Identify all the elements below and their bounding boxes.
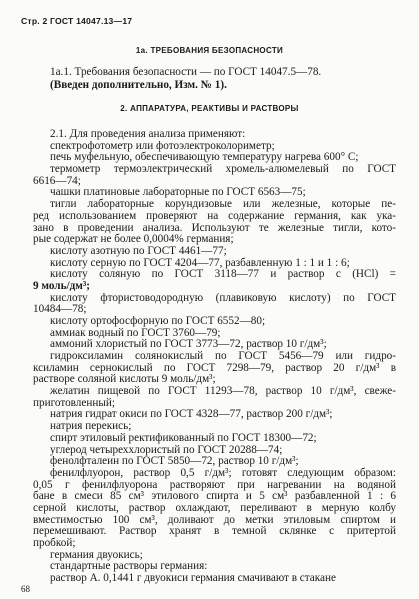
body-line: 2.1. Для проведения анализа применяют: bbox=[50, 128, 246, 140]
body-line: приготовленный; bbox=[33, 396, 115, 409]
body-line: фенолфталеин по ГОСТ 5850—72, раствор 10 г/дм³; bbox=[50, 455, 299, 468]
section-2-title: 2. АППАРАТУРА, РЕАКТИВЫ И РАСТВОРЫ bbox=[120, 104, 299, 113]
body-line: 9 моль/дм³; bbox=[33, 279, 90, 292]
body-line: аммиак водный по ГОСТ 3760—79; bbox=[50, 326, 221, 339]
body-line: серной кислоты, раствор охлаждают, переливают в мерную колбу bbox=[33, 501, 396, 514]
amendment-note: (Введен дополнительно, Изм. № 1). bbox=[50, 79, 227, 91]
body-line: кислоту азотную по ГОСТ 4461—77; bbox=[50, 244, 227, 257]
body-line: кислоту ортофосфорную по ГОСТ 6552—80; bbox=[50, 314, 266, 327]
body-line: растворе соляной кислоты 9 моль/дм³; bbox=[33, 373, 216, 386]
body-line: желатин пищевой по ГОСТ 11293—78, раствор 10 г/дм³, свеже- bbox=[50, 385, 396, 398]
body-line: 10484—78; bbox=[33, 303, 87, 316]
body-line: спирт этиловый ректификованный по ГОСТ 18300—72; bbox=[50, 431, 317, 444]
body-line: стандартные растворы германия: bbox=[50, 560, 208, 573]
body-line: ред использованием проверяют на содержание германия, как ука- bbox=[33, 209, 396, 222]
body-line: 0,05 г фенилфлуорона растворяют при нагревании на водяной bbox=[33, 478, 396, 491]
body-line: гидроксиламин солянокислый по ГОСТ 5456—79 или гидро- bbox=[50, 350, 396, 362]
body-line: тигли лабораторные корундизовые или железные, которые пе- bbox=[50, 198, 396, 211]
body-line: кислоту фтористоводородную (плавиковую кислоту) по ГОСТ bbox=[50, 291, 396, 304]
body-line: ксиламин сернокислый по ГОСТ 7298—79, раствор 20 г/дм³ в bbox=[33, 361, 396, 374]
page-header: Стр. 2 ГОСТ 14047.13—17 bbox=[21, 16, 133, 26]
body-line: зано в проведении анализа. Используют те железные тигли, кото- bbox=[33, 221, 396, 234]
body-line: натрия гидрат окиси по ГОСТ 4328—77, раствор 200 г/дм³; bbox=[50, 408, 333, 421]
body-line: печь муфельную, обеспечивающую температуру нагрева 600° С; bbox=[50, 151, 359, 164]
body-line: спектрофотометр или фотоэлектроколориметр; bbox=[50, 139, 275, 152]
body-line: термометр термоэлектрический хромель-алюмелевый по ГОСТ bbox=[50, 163, 396, 176]
body-line: кислоту серную по ГОСТ 4204—77, разбавленную 1 : 1 и 1 : 6; bbox=[50, 256, 350, 269]
body-line: 6616—74; bbox=[33, 174, 81, 187]
body-line: чашки платиновые лабораторные по ГОСТ 6563—75; bbox=[50, 186, 306, 199]
body-line: германия двуокись; bbox=[50, 548, 143, 561]
body-line: углерод четыреххлористый по ГОСТ 20288—74; bbox=[50, 443, 283, 456]
body-line: раствор А. 0,1441 г двуокиси германия смачивают в стакане bbox=[50, 572, 336, 584]
body-line: вместимостью 100 см³, доливают до метки этиловым спиртом и bbox=[33, 513, 396, 526]
body-line: фенилфлуорон, раствор 0,5 г/дм³; готовят следующим образом: bbox=[50, 466, 396, 479]
body-line: бане в смеси 85 см³ этилового спирта и 5 см³ разбавленной 1 : 6 bbox=[33, 490, 396, 503]
body-line: натрия перекись; bbox=[50, 420, 132, 433]
body-line: кислоту соляную по ГОСТ 3118—77 и раствор с (НСl) = bbox=[50, 268, 396, 281]
page-number: 68 bbox=[21, 584, 30, 594]
section-1a-title: 1а. ТРЕБОВАНИЯ БЕЗОПАСНОСТИ bbox=[135, 46, 284, 55]
body-line: рые содержат не более 0,0004% германия; bbox=[33, 233, 234, 246]
body-line: перемешивают. Раствор хранят в темной склянке с притертой bbox=[33, 525, 396, 538]
body-line: пробкой; bbox=[33, 536, 76, 549]
body-line: аммоний хлористый по ГОСТ 3773—72, раствор 10 г/дм³; bbox=[50, 338, 327, 351]
safety-requirement: 1а.1. Требования безопасности — по ГОСТ 14047.5—78. bbox=[50, 66, 322, 78]
